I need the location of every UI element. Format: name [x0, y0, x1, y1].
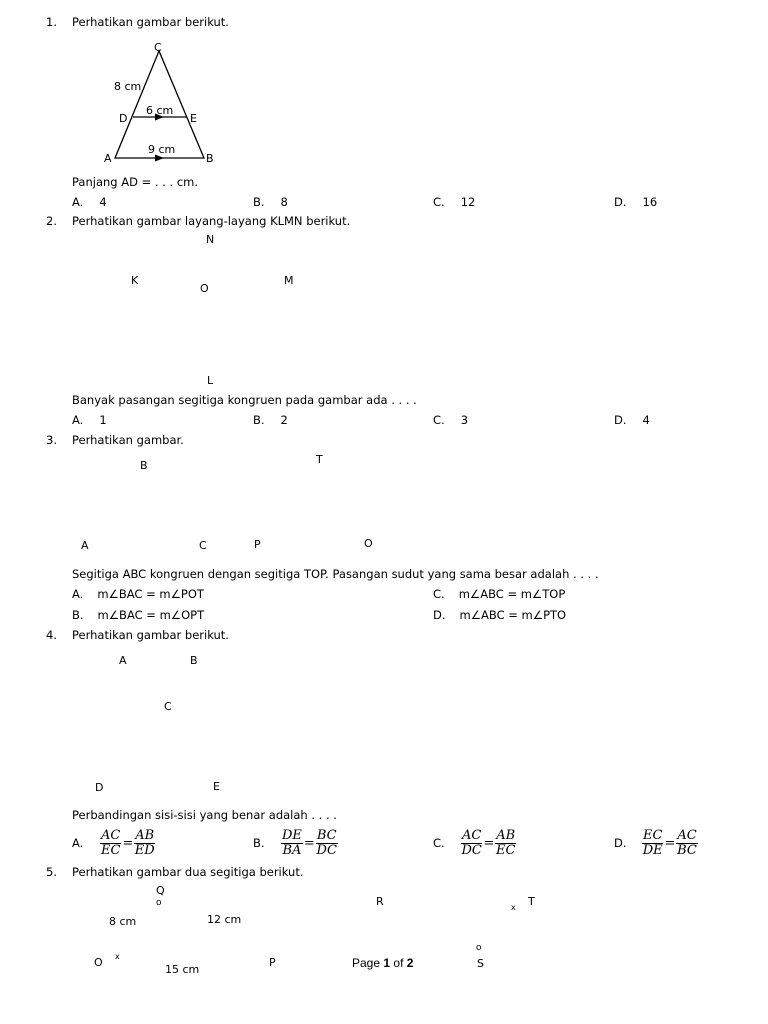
q3-label-c: C — [199, 539, 207, 552]
q1-prompt: Perhatikan gambar berikut. — [72, 15, 229, 29]
q4-option-c: C. $\frac{AC}{DC}$ = $\frac{AB}{EC}$ — [433, 827, 516, 858]
q1-option-d: D. 16 — [614, 195, 658, 209]
q4-number: 4. — [46, 628, 57, 642]
q3-label-b: B — [140, 459, 148, 472]
q5-angle-mark-s: o — [476, 943, 482, 953]
fraction: $\frac{BC}{DC}$ — [316, 827, 337, 858]
q3-option-a: A. m∠BAC = m∠POT — [72, 587, 204, 601]
q5-angle-mark-o: x — [115, 952, 120, 961]
q1-option-a: A. 4 — [72, 195, 107, 209]
q5-label-s: S — [477, 957, 484, 970]
q2-label-o: O — [200, 282, 209, 295]
q3-label-t: T — [316, 453, 323, 466]
q5-length-oq: 8 cm — [109, 915, 137, 928]
q4-question: Perbandingan sisi-sisi yang benar adalah . . . . — [72, 808, 337, 822]
fraction: $\frac{AC}{EC}$ — [100, 827, 121, 858]
q1-label-c: C — [154, 41, 162, 54]
q5-label-q: Q — [156, 884, 165, 897]
q1-label-b: B — [206, 152, 214, 165]
q4-label-e: E — [213, 780, 220, 793]
q3-option-d: D. m∠ABC = m∠PTO — [433, 608, 567, 622]
q5-number: 5. — [46, 865, 57, 879]
q4-option-b: B. $\frac{DE}{BA}$ = $\frac{BC}{DC}$ — [253, 827, 337, 858]
fraction: $\frac{AB}{ED}$ — [134, 827, 155, 858]
q1-length-cd: 8 cm — [114, 80, 142, 93]
q5-label-t: T — [528, 895, 535, 908]
q5-angle-mark-t: x — [511, 903, 516, 912]
q3-label-o: O — [364, 537, 373, 550]
fraction: $\frac{AC}{BC}$ — [677, 827, 697, 858]
q4-option-a: A. $\frac{AC}{EC}$ = $\frac{AB}{ED}$ — [72, 827, 155, 858]
q2-option-b: B. 2 — [253, 413, 288, 427]
q4-label-c: C — [164, 700, 172, 713]
q4-option-d: D. $\frac{EC}{DE}$ = $\frac{AC}{BC}$ — [614, 827, 697, 858]
q5-angle-mark-q: o — [156, 898, 162, 908]
q1-option-c: C. 12 — [433, 195, 476, 209]
q1-label-d: D — [119, 112, 128, 125]
q2-option-c: C. 3 — [433, 413, 469, 427]
q2-option-d: D. 4 — [614, 413, 650, 427]
q2-option-a: A. 1 — [72, 413, 107, 427]
fraction: $\frac{EC}{DE}$ — [642, 827, 663, 858]
q2-question: Banyak pasangan segitiga kongruen pada gambar ada . . . . — [72, 393, 417, 407]
q4-prompt: Perhatikan gambar berikut. — [72, 628, 229, 642]
q1-option-b: B. 8 — [253, 195, 288, 209]
q1-triangle-figure — [100, 38, 230, 168]
q5-prompt: Perhatikan gambar dua segitiga berikut. — [72, 865, 304, 879]
q5-label-r: R — [376, 895, 384, 908]
q3-question: Segitiga ABC kongruen dengan segitiga TOP. Pasangan sudut yang sama besar adalah . . . . — [72, 567, 599, 581]
q3-number: 3. — [46, 433, 57, 447]
q1-label-a: A — [104, 152, 112, 165]
q2-number: 2. — [46, 214, 57, 228]
page-number: Page 1 of 2 — [352, 956, 414, 970]
q3-label-a: A — [81, 539, 89, 552]
q5-length-op: 15 cm — [165, 963, 200, 976]
q4-label-b: B — [190, 654, 198, 667]
q1-label-e: E — [190, 112, 197, 125]
q5-label-p: P — [269, 956, 276, 969]
q5-label-o: O — [94, 956, 103, 969]
q1-question: Panjang AD = . . . cm. — [72, 175, 199, 189]
q2-label-l: L — [207, 374, 214, 387]
q2-prompt: Perhatikan gambar layang-layang KLMN berikut. — [72, 214, 351, 228]
q1-length-de: 6 cm — [146, 104, 174, 117]
q1-length-ab: 9 cm — [148, 143, 176, 156]
fraction: $\frac{DE}{BA}$ — [282, 827, 302, 858]
q3-option-b: B. m∠BAC = m∠OPT — [72, 608, 205, 622]
q3-label-p: P — [254, 538, 261, 551]
q1-number: 1. — [46, 15, 57, 29]
q2-label-n: N — [206, 233, 215, 246]
fraction: $\frac{AC}{DC}$ — [461, 827, 482, 858]
q4-label-d: D — [95, 781, 104, 794]
q3-prompt: Perhatikan gambar. — [72, 433, 184, 447]
q4-label-a: A — [119, 654, 127, 667]
fraction: $\frac{AB}{EC}$ — [496, 827, 516, 858]
q2-label-m: M — [284, 274, 294, 287]
q5-length-qp: 12 cm — [207, 913, 242, 926]
q2-label-k: K — [131, 274, 139, 287]
q3-option-c: C. m∠ABC = m∠TOP — [433, 587, 566, 601]
